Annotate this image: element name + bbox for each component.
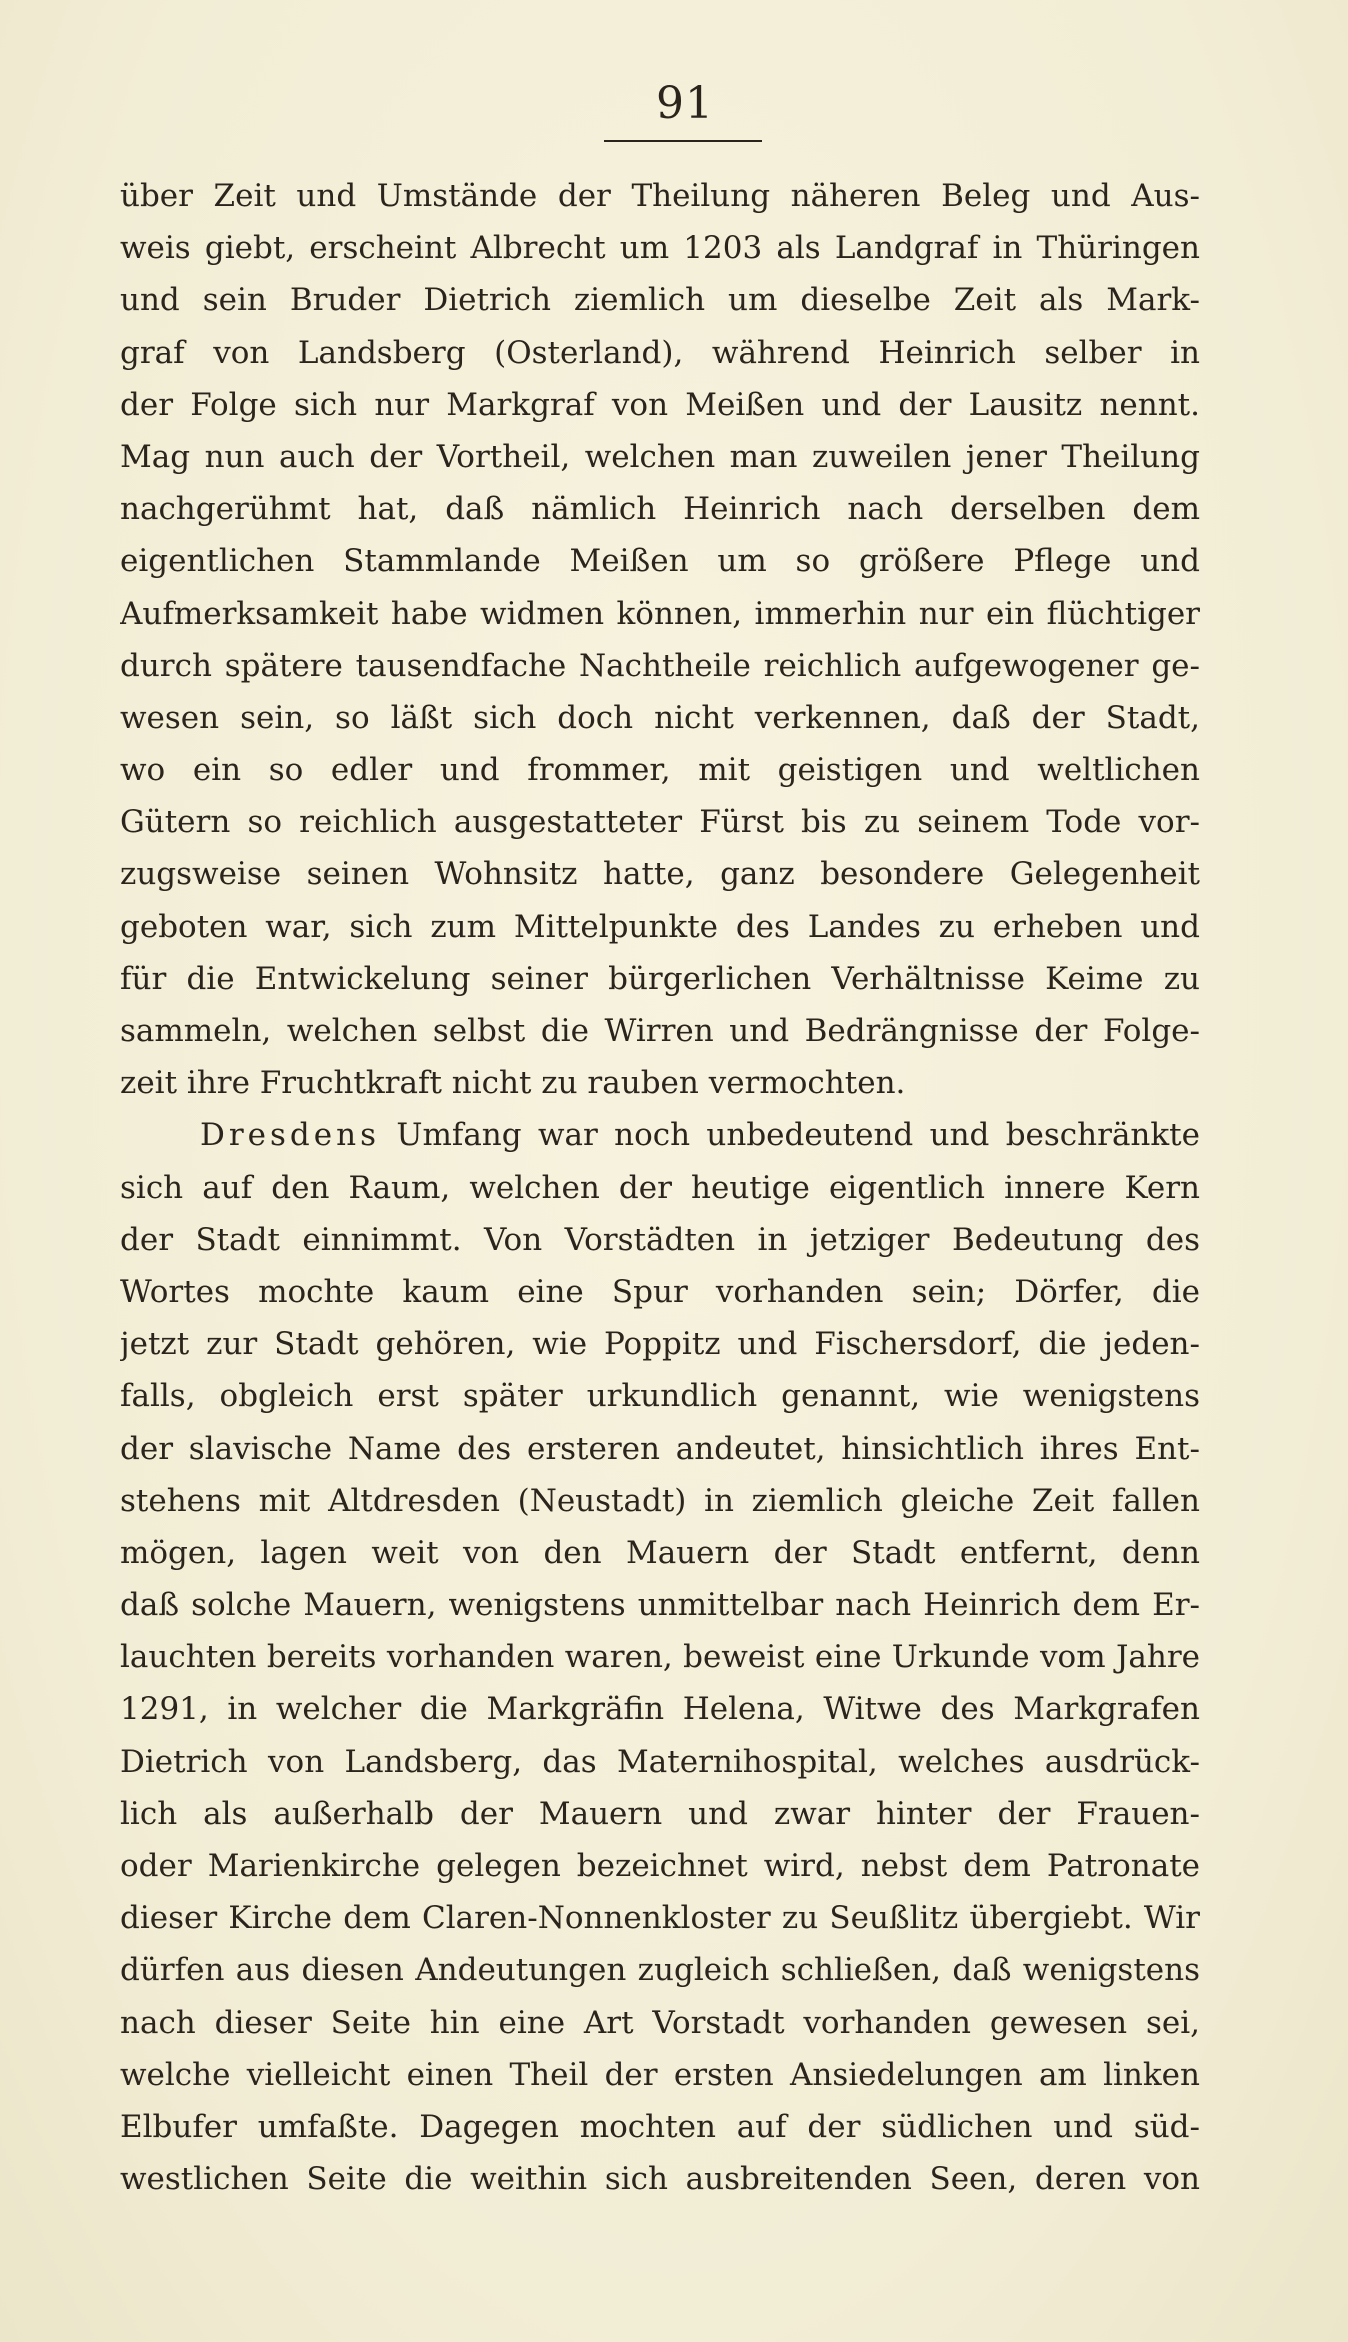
- text-line: oder Marienkirche gelegen bezeichnet wird, nebst dem Patronate: [120, 1848, 1200, 1884]
- text-line: der Stadt einnimmt. Von Vorstädten in jetziger Bedeutung des: [120, 1221, 1200, 1258]
- text-line: lauchten bereits vorhanden waren, beweist eine Urkunde vom Jahre: [120, 1639, 1200, 1676]
- body-text: [120, 170, 1200, 2205]
- first-line-rest: Umfang war noch unbedeutend und beschränkte: [396, 1117, 1200, 1154]
- text-line: und sein Bruder Dietrich ziemlich um dieselbe Zeit als Mark-: [120, 282, 1200, 319]
- text-line: welche vielleicht einen Theil der ersten Ansiedelungen am linken: [120, 2056, 1200, 2093]
- text-line: Dietrich von Landsberg, das Maternihospital, welches ausdrück-: [120, 1743, 1200, 1780]
- text-line: durch spätere tausendfache Nachtheile reichlich aufgewogener ge-: [120, 647, 1200, 684]
- text-line: für die Entwickelung seiner bürgerlichen Verhältnisse Keime zu: [120, 960, 1200, 997]
- text-line: zeit ihre Fruchtkraft nicht zu rauben vermochten.: [120, 1065, 906, 1102]
- text-line: dieser Kirche dem Claren-Nonnenkloster zu Seußlitz übergiebt. Wir: [120, 1900, 1200, 1937]
- text-line: geboten war, sich zum Mittelpunkte des Landes zu erheben und: [120, 908, 1200, 945]
- text-line: Gütern so reichlich ausgestatteter Fürst bis zu seinem Tode vor-: [120, 804, 1200, 841]
- text-line: wesen sein, so läßt sich doch nicht verkennen, daß der Stadt,: [120, 699, 1200, 736]
- paragraph-first-line: [120, 1109, 1200, 1161]
- text-line: eigentlichen Stammlande Meißen um so größere Pflege und: [120, 543, 1200, 580]
- text-line: sich auf den Raum, welchen der heutige eigentlich innere Kern: [120, 1169, 1200, 1206]
- header-rule: [604, 140, 762, 142]
- text-line: Mag nun auch der Vortheil, welchen man zuweilen jener Theilung: [120, 438, 1200, 475]
- emphasized-word: Dresdens: [200, 1117, 380, 1154]
- text-line: stehens mit Altdresden (Neustadt) in ziemlich gleiche Zeit fallen: [120, 1482, 1200, 1519]
- text-line: sammeln, welchen selbst die Wirren und Bedrängnisse der Folge-: [120, 1013, 1200, 1049]
- text-line: Wortes mochte kaum eine Spur vorhanden sein; Dörfer, die: [120, 1273, 1200, 1310]
- text-line: jetzt zur Stadt gehören, wie Poppitz und Fischersdorf, die jeden-: [120, 1326, 1200, 1363]
- text-line: graf von Landsberg (Osterland), während Heinrich selber in: [120, 334, 1200, 371]
- text-line: lich als außerhalb der Mauern und zwar hinter der Frauen-: [120, 1795, 1200, 1832]
- text-line: daß solche Mauern, wenigstens unmittelbar nach Heinrich dem Er-: [120, 1587, 1200, 1624]
- text-line: mögen, lagen weit von den Mauern der Stadt entfernt, denn: [120, 1534, 1200, 1571]
- text-line: wo ein so edler und frommer, mit geistigen und weltlichen: [120, 752, 1200, 789]
- page-number: 91: [656, 78, 714, 129]
- text-line: nach dieser Seite hin eine Art Vorstadt vorhanden gewesen sei,: [120, 2004, 1200, 2041]
- text-line: der slavische Name des ersteren andeutet, hinsichtlich ihres Ent-: [120, 1430, 1200, 1467]
- text-line: zugsweise seinen Wohnsitz hatte, ganz besondere Gelegenheit: [120, 856, 1200, 893]
- text-line: der Folge sich nur Markgraf von Meißen und der Lausitz nennt.: [120, 386, 1200, 423]
- text-line: falls, obgleich erst später urkundlich genannt, wie wenigstens: [120, 1378, 1200, 1415]
- text-line: 1291, in welcher die Markgräfin Helena, Witwe des Markgrafen: [120, 1691, 1200, 1728]
- text-line: westlichen Seite die weithin sich ausbreitenden Seen, deren von: [120, 2161, 1200, 2198]
- text-line: dürfen aus diesen Andeutungen zugleich schließen, daß wenigstens: [120, 1952, 1200, 1989]
- text-line: weis giebt, erscheint Albrecht um 1203 als Landgraf in Thüringen: [120, 230, 1200, 267]
- text-line: nachgerühmt hat, daß nämlich Heinrich nach derselben dem: [120, 491, 1200, 528]
- text-line: über Zeit und Umstände der Theilung näheren Beleg und Aus-: [120, 178, 1200, 214]
- text-line: Elbufer umfaßte. Dagegen mochten auf der südlichen und süd-: [120, 2108, 1200, 2145]
- text-line: Aufmerksamkeit habe widmen können, immerhin nur ein flüchtiger: [120, 595, 1200, 632]
